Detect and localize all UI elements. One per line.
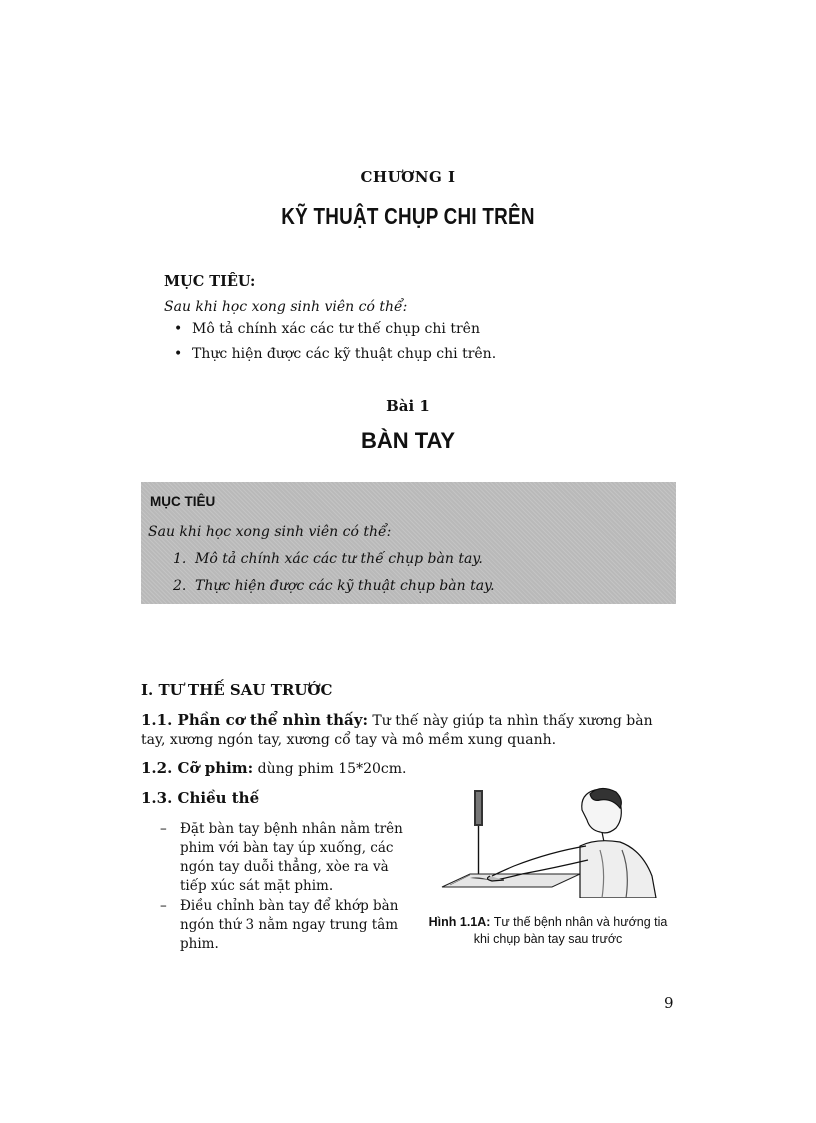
- lesson-label: Bài 1: [386, 397, 430, 415]
- goal-item-text: Thực hiện được các kỹ thuật chụp bàn tay.: [195, 578, 495, 594]
- xray-tube-icon: [474, 790, 483, 880]
- table-icon: [442, 874, 580, 887]
- dash-icon: –: [160, 821, 167, 837]
- lesson-title: BÀN TAY: [360, 428, 456, 453]
- step-text: Điều chỉnh bàn tay để khớp bàn ngón thứ 3 nằm ngay trung tâm phim.: [180, 898, 399, 952]
- objectives-intro: Sau khi học xong sinh viên có thể:: [164, 299, 408, 315]
- objective-item: [174, 346, 496, 362]
- goal-item: [173, 578, 495, 594]
- page-number: 9: [664, 994, 674, 1012]
- step-item: [160, 897, 418, 954]
- objective-item: [174, 321, 480, 337]
- bullet-icon: •: [174, 346, 183, 362]
- paragraph-label: 1.1. Phần cơ thể nhìn thấy:: [141, 711, 368, 729]
- goal-item-text: Mô tả chính xác các tư thế chụp bàn tay.: [195, 551, 483, 567]
- goal-item-number: 1.: [173, 551, 187, 567]
- objectives-heading: MỤC TIÊU:: [164, 273, 256, 290]
- paragraph-label: 1.2. Cỡ phim:: [141, 759, 254, 777]
- goal-item-number: 2.: [173, 578, 187, 594]
- step-item: [160, 820, 418, 896]
- figure-caption-label: Hình 1.1A:: [428, 915, 491, 929]
- patient-position-illustration: [430, 780, 666, 898]
- goal-box: [141, 482, 676, 604]
- objective-item-text: Mô tả chính xác các tư thế chụp chi trên: [192, 321, 480, 337]
- figure-caption: [428, 914, 668, 948]
- paragraph-body-part: [141, 711, 676, 750]
- section-heading: I. TƯ THẾ SAU TRƯỚC: [141, 681, 333, 699]
- paragraph-label: 1.3. Chiều thế: [141, 789, 260, 807]
- figure-caption-text: Tư thế bệnh nhân và hướng tia khi chụp bàn tay sau trước: [473, 915, 668, 946]
- chapter-label: CHƯƠNG I: [360, 168, 456, 186]
- step-text: Đặt bàn tay bệnh nhân nằm trên phim với bàn tay úp xuống, các ngón tay duỗi thẳng, xòe ra và tiếp xúc sát mặt phim.: [180, 821, 403, 894]
- paragraph-text: Tư thế này giúp ta nhìn thấy xương bàn tay, xương ngón tay, xương cổ tay và mô mềm xung quanh.: [141, 713, 653, 748]
- bullet-icon: •: [174, 321, 183, 337]
- goal-heading: MỤC TIÊU: [150, 494, 216, 509]
- paragraph-film-size: [141, 759, 676, 779]
- dash-icon: –: [160, 898, 167, 914]
- goal-item: [173, 551, 483, 567]
- objective-item-text: Thực hiện được các kỹ thuật chụp chi trên.: [192, 346, 497, 362]
- paragraph-text: dùng phim 15*20cm.: [253, 761, 407, 777]
- chapter-title: KỸ THUẬT CHỤP CHI TRÊN: [281, 203, 535, 229]
- goal-intro: Sau khi học xong sinh viên có thể:: [148, 524, 392, 540]
